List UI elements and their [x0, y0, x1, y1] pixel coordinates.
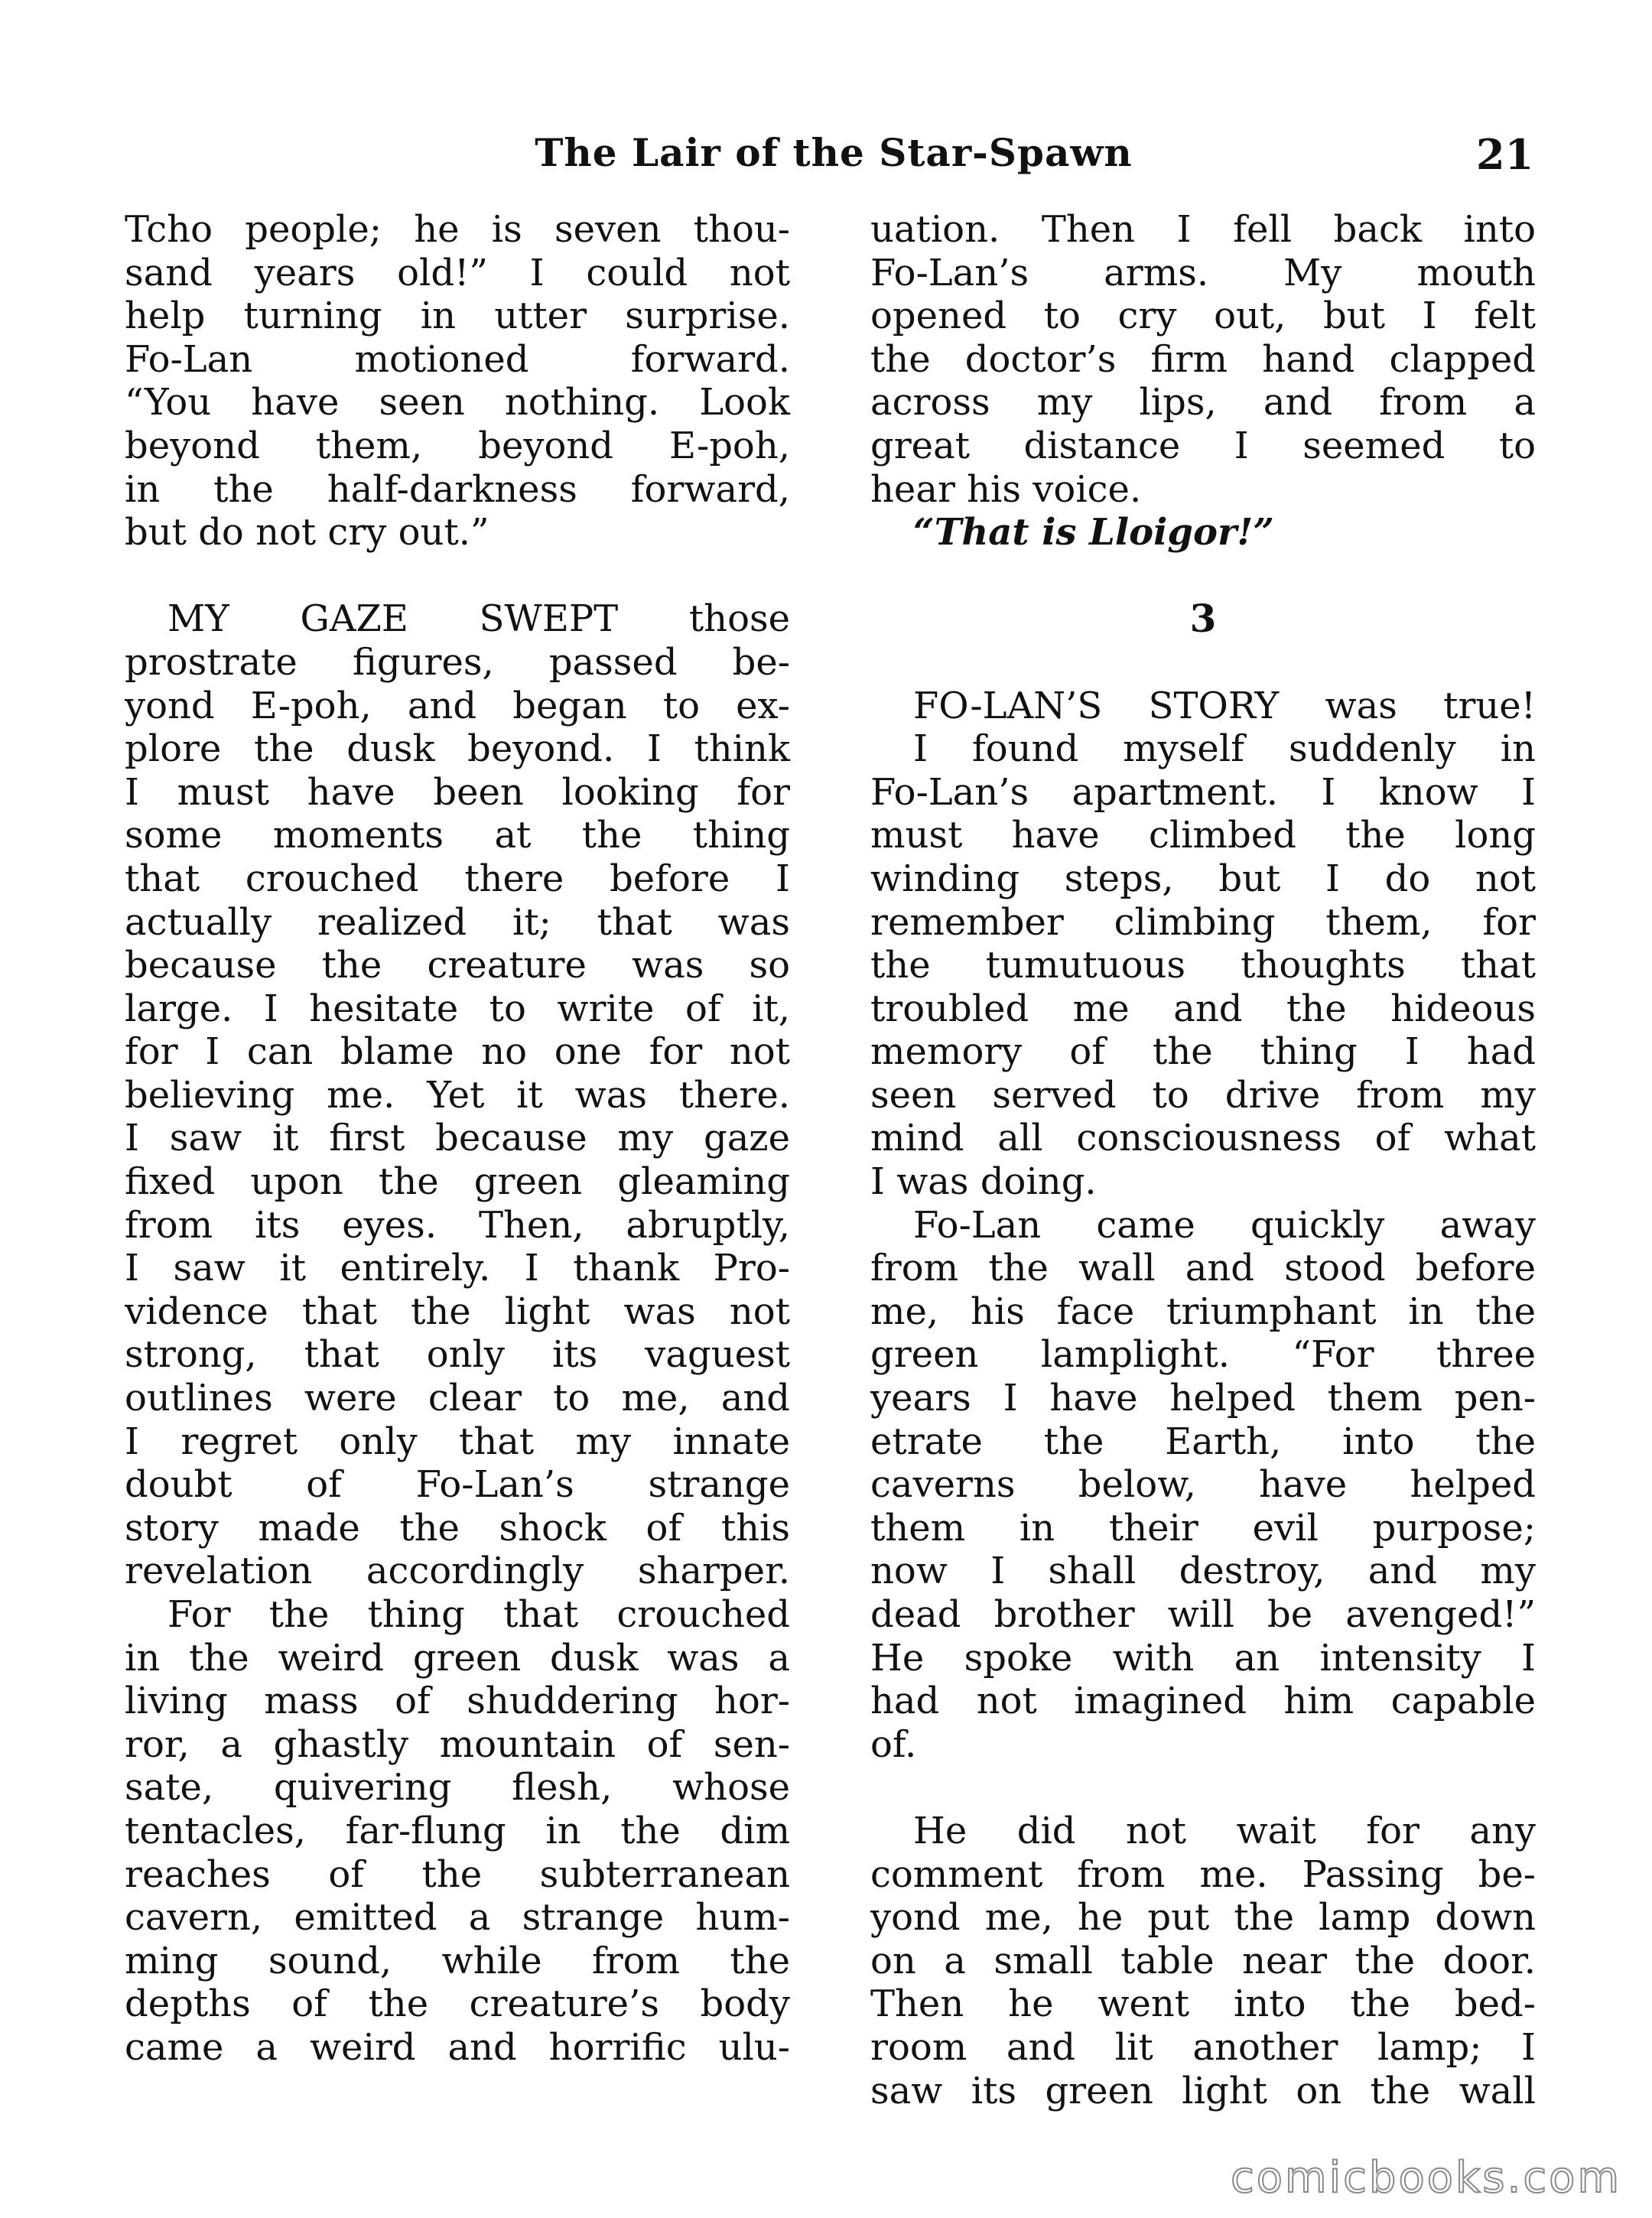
text-line: opened to cry out, but I felt: [870, 294, 1536, 338]
text-line: actually realized it; that was: [125, 900, 790, 944]
text-line: green lamplight. “For three: [870, 1333, 1536, 1377]
right-column: [870, 208, 1536, 2112]
text-line: sate, quivering flesh, whose: [125, 1766, 790, 1810]
text-line: in the weird green dusk was a: [125, 1636, 790, 1680]
text-line: on a small table near the door.: [870, 1939, 1536, 1982]
paragraph-gap: [870, 641, 1536, 685]
text-line: outlines were clear to me, and: [125, 1377, 790, 1420]
text-line: Fo-Lan came quickly away: [913, 1203, 1536, 1247]
text-line: must have climbed the long: [870, 814, 1536, 857]
text-line: plore the dusk beyond. I think: [125, 727, 790, 771]
text-line: story made the shock of this: [125, 1506, 790, 1550]
text-line: sand years old!” I could not: [125, 251, 790, 294]
text-line: ror, a ghastly mountain of sen-: [125, 1722, 790, 1766]
text-line: troubled me and the hideous: [870, 987, 1536, 1030]
text-line: Fo-Lan’s arms. My mouth: [870, 251, 1536, 294]
text-line: yond me, he put the lamp down: [870, 1896, 1536, 1940]
text-line: etrate the Earth, into the: [870, 1420, 1536, 1463]
text-line: Fo-Lan motioned forward.: [125, 337, 790, 381]
text-line: me, his face triumphant in the: [870, 1289, 1536, 1333]
text-line: He spoke with an intensity I: [870, 1636, 1536, 1680]
text-line: vidence that the light was not: [125, 1289, 790, 1333]
text-line: ming sound, while from the: [125, 1939, 790, 1982]
text-line: large. I hesitate to write of it,: [125, 987, 790, 1030]
text-line: I found myself suddenly in: [913, 727, 1536, 771]
text-line: but do not cry out.”: [125, 511, 489, 554]
running-head: [0, 130, 1652, 191]
text-line: strong, that only its vaguest: [125, 1333, 790, 1377]
text-line: caverns below, have helped: [870, 1463, 1536, 1507]
text-line: revelation accordingly sharper.: [125, 1550, 790, 1593]
text-line: I regret only that my innate: [125, 1420, 790, 1463]
text-line: “That is Lloigor!”: [913, 511, 1274, 554]
text-line: “You have seen nothing. Look: [125, 381, 790, 424]
watermark: comicbooks.com: [1230, 2153, 1621, 2203]
paragraph-gap: [125, 554, 790, 598]
text-line: Tcho people; he is seven thou-: [125, 208, 790, 251]
text-line: comment from me. Passing be-: [870, 1852, 1536, 1896]
text-line: For the thing that crouched: [167, 1593, 790, 1636]
text-line: mind all consciousness of what: [870, 1117, 1536, 1160]
text-line: believing me. Yet it was there.: [125, 1073, 790, 1117]
running-title: The Lair of the Star-Spawn: [535, 130, 1133, 175]
text-line: from the wall and stood before: [870, 1247, 1536, 1290]
text-line: I saw it first because my gaze: [125, 1117, 790, 1160]
text-line: Fo-Lan’s apartment. I know I: [870, 770, 1536, 814]
text-line: Then he went into the bed-: [870, 1982, 1536, 2026]
text-line: reaches of the subterranean: [125, 1852, 790, 1896]
text-line: cavern, emitted a strange hum-: [125, 1896, 790, 1940]
text-line: He did not wait for any: [913, 1809, 1536, 1852]
text-line: MY GAZE SWEPT those: [167, 597, 790, 641]
text-line: winding steps, but I do not: [870, 857, 1536, 900]
text-line: I must have been looking for: [125, 770, 790, 814]
text-line: fixed upon the green gleaming: [125, 1160, 790, 1204]
text-line: because the creature was so: [125, 944, 790, 987]
text-line: in the half-darkness forward,: [125, 467, 790, 511]
text-line: room and lit another lamp; I: [870, 2025, 1536, 2069]
left-column: [125, 208, 790, 2070]
text-line: across my lips, and from a: [870, 381, 1536, 424]
text-line: remember climbing them, for: [870, 900, 1536, 944]
text-line: of.: [870, 1722, 917, 1766]
text-line: tentacles, far-flung in the dim: [125, 1809, 790, 1852]
text-line: them in their evil purpose;: [870, 1506, 1536, 1550]
text-line: great distance I seemed to: [870, 424, 1536, 467]
text-line: some moments at the thing: [125, 814, 790, 857]
text-line: seen served to drive from my: [870, 1073, 1536, 1117]
text-line: depths of the creature’s body: [125, 1982, 790, 2026]
text-line: the tumutuous thoughts that: [870, 944, 1536, 987]
text-line: hear his voice.: [870, 467, 1142, 511]
text-line: I saw it entirely. I thank Pro-: [125, 1247, 790, 1290]
text-line: from its eyes. Then, abruptly,: [125, 1203, 790, 1247]
text-line: memory of the thing I had: [870, 1030, 1536, 1074]
text-line: beyond them, beyond E-poh,: [125, 424, 790, 467]
text-line: saw its green light on the wall: [870, 2069, 1536, 2112]
text-line: help turning in utter surprise.: [125, 294, 790, 338]
text-line: FO-LAN’S STORY was true!: [913, 684, 1536, 727]
text-line: living mass of shuddering hor-: [125, 1680, 790, 1723]
text-line: for I can blame no one for not: [125, 1030, 790, 1074]
text-line: now I shall destroy, and my: [870, 1550, 1536, 1593]
text-line: came a weird and horrific ulu-: [125, 2025, 790, 2069]
text-line: dead brother will be avenged!”: [870, 1593, 1536, 1636]
text-line: had not imagined him capable: [870, 1680, 1536, 1723]
page-number: 21: [1476, 130, 1534, 179]
text-line: years I have helped them pen-: [870, 1377, 1536, 1420]
paragraph-gap: [870, 1766, 1536, 1810]
text-line: the doctor’s firm hand clapped: [870, 337, 1536, 381]
text-line: yond E-poh, and began to ex-: [125, 684, 790, 727]
text-line: doubt of Fo-Lan’s strange: [125, 1463, 790, 1507]
text-line: uation. Then I fell back into: [870, 208, 1536, 251]
text-line: I was doing.: [870, 1160, 1097, 1204]
text-line: that crouched there before I: [125, 857, 790, 900]
section-number: 3: [1189, 596, 1217, 642]
paragraph-gap: [870, 554, 1536, 598]
text-line: prostrate figures, passed be-: [125, 640, 790, 684]
